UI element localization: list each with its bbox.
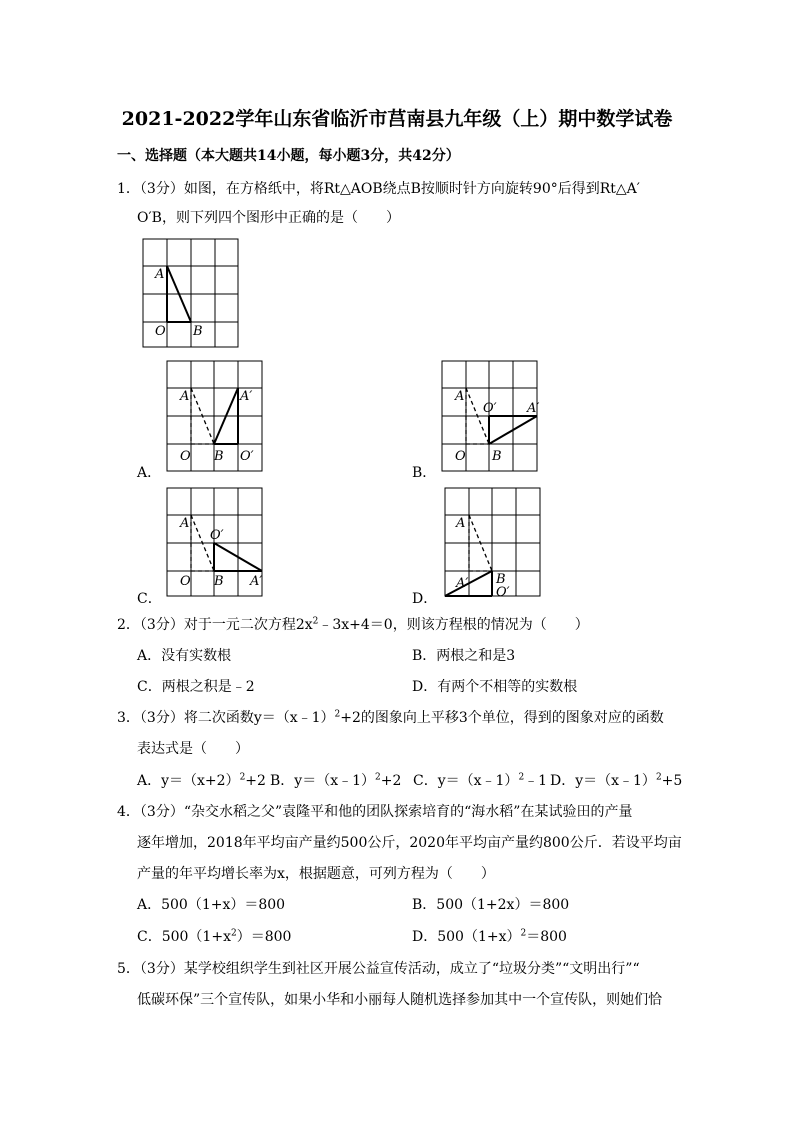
label-a: A — [456, 516, 466, 531]
q3-text-line2: 表达式是（ ） — [137, 741, 249, 757]
label-o: O — [155, 324, 166, 339]
section-heading: 一、选择题（本大题共14小题，每小题3分，共42分） — [117, 148, 460, 164]
q2-option-b: B．两根之和是3 — [412, 648, 516, 664]
q3-option-d: D．y＝（x﹣1）$^2$+5 — [550, 772, 683, 789]
label-o: O — [180, 574, 191, 589]
label-b: B — [496, 572, 506, 587]
label-o: O — [455, 449, 466, 464]
q4-text-line2: 逐年增加，2018年平均亩产量约500公斤，2020年平均亩产量约800公斤．若设平均亩 — [137, 835, 682, 851]
q5-text-line1: 5．（3分）某学校组织学生到社区开展公益宣传活动，成立了“垃圾分类”“文明出行”“ — [117, 961, 640, 977]
q4-option-c: C．$500(1+x^2)=800$ — [137, 928, 292, 945]
label-o-prime: O′ — [240, 449, 254, 464]
q1-option-b-label: B． — [412, 465, 437, 481]
label-a-prime: A′ — [527, 401, 540, 416]
label-a-prime: A′ — [250, 574, 263, 589]
label-b: B — [214, 574, 224, 589]
q1-text-line2: O′B，则下列四个图形中正确的是（ ） — [137, 210, 400, 226]
q1-option-a-label: A． — [137, 465, 162, 481]
label-a: A — [455, 389, 465, 404]
q3-option-b: B．y＝（x﹣1）$^2$+2 — [270, 772, 402, 789]
q4-text-line1: 4．（3分）“杂交水稻之父”袁隆平和他的团队探索培育的“海水稻”在某试验田的产量 — [117, 804, 633, 820]
label-a-prime: A′ — [456, 576, 469, 591]
label-o-prime: O′ — [496, 585, 510, 600]
label-a-prime: A′ — [240, 389, 253, 404]
q4-option-d: D．$500(1+x)^2=800$ — [412, 928, 567, 945]
q1-option-d-figure — [440, 487, 544, 601]
label-a: A — [155, 267, 165, 282]
q3-option-c: C．y＝（x﹣1）$^2$﹣1 — [413, 772, 548, 789]
label-b: B — [214, 449, 224, 464]
page-title: 2021-2022学年山东省临沂市莒南县九年级（上）期中数学试卷 — [121, 108, 673, 130]
q1-text-line1: 1．（3分）如图，在方格纸中，将Rt△AOB绕点B按顺时针方向旋转90°后得到Rt△A′ — [117, 181, 640, 197]
q1-option-c-label: C． — [137, 591, 162, 607]
q4-text-line3: 产量的年平均增长率为x，根据题意，可列方程为（ ） — [137, 866, 495, 882]
label-a: A — [180, 389, 190, 404]
q1-option-b-figure — [439, 360, 541, 474]
q5-text-line2: 低碳环保”三个宣传队，如果小华和小丽每人随机选择参加其中一个宣传队，则她们恰 — [137, 992, 663, 1008]
q2-option-a: A．没有实数根 — [137, 648, 232, 664]
q2-option-d: D．有两个不相等的实数根 — [412, 679, 578, 695]
q1-option-c-figure — [164, 487, 266, 599]
q3-option-a: A．$y=(x+2)^2+2$ — [137, 772, 266, 789]
q2-text: 2．（3分）对于一元二次方程$2x^2﹣3x+4=0$，则该方程根的情况为（ ） — [117, 616, 589, 633]
label-b: B — [193, 324, 203, 339]
q1-original-figure — [142, 238, 242, 350]
label-o-prime: O′ — [483, 401, 497, 416]
q4-option-a: A．500（1+x）＝800 — [137, 897, 286, 913]
q4-option-b: B．500（1+2x）＝800 — [412, 897, 570, 913]
q1-option-d-label: D． — [412, 591, 438, 607]
label-o: O — [180, 449, 191, 464]
q2-option-c: C．两根之积是﹣2 — [137, 679, 255, 695]
label-o-prime: O′ — [210, 528, 224, 543]
label-b: B — [492, 449, 502, 464]
label-a: A — [180, 516, 190, 531]
q3-text-line1: 3．（3分）将二次函数y＝（x﹣1）$^2$+2的图象向上平移3个单位，得到的图象对应的函数 — [117, 709, 664, 726]
q1-option-a-figure — [164, 360, 266, 474]
